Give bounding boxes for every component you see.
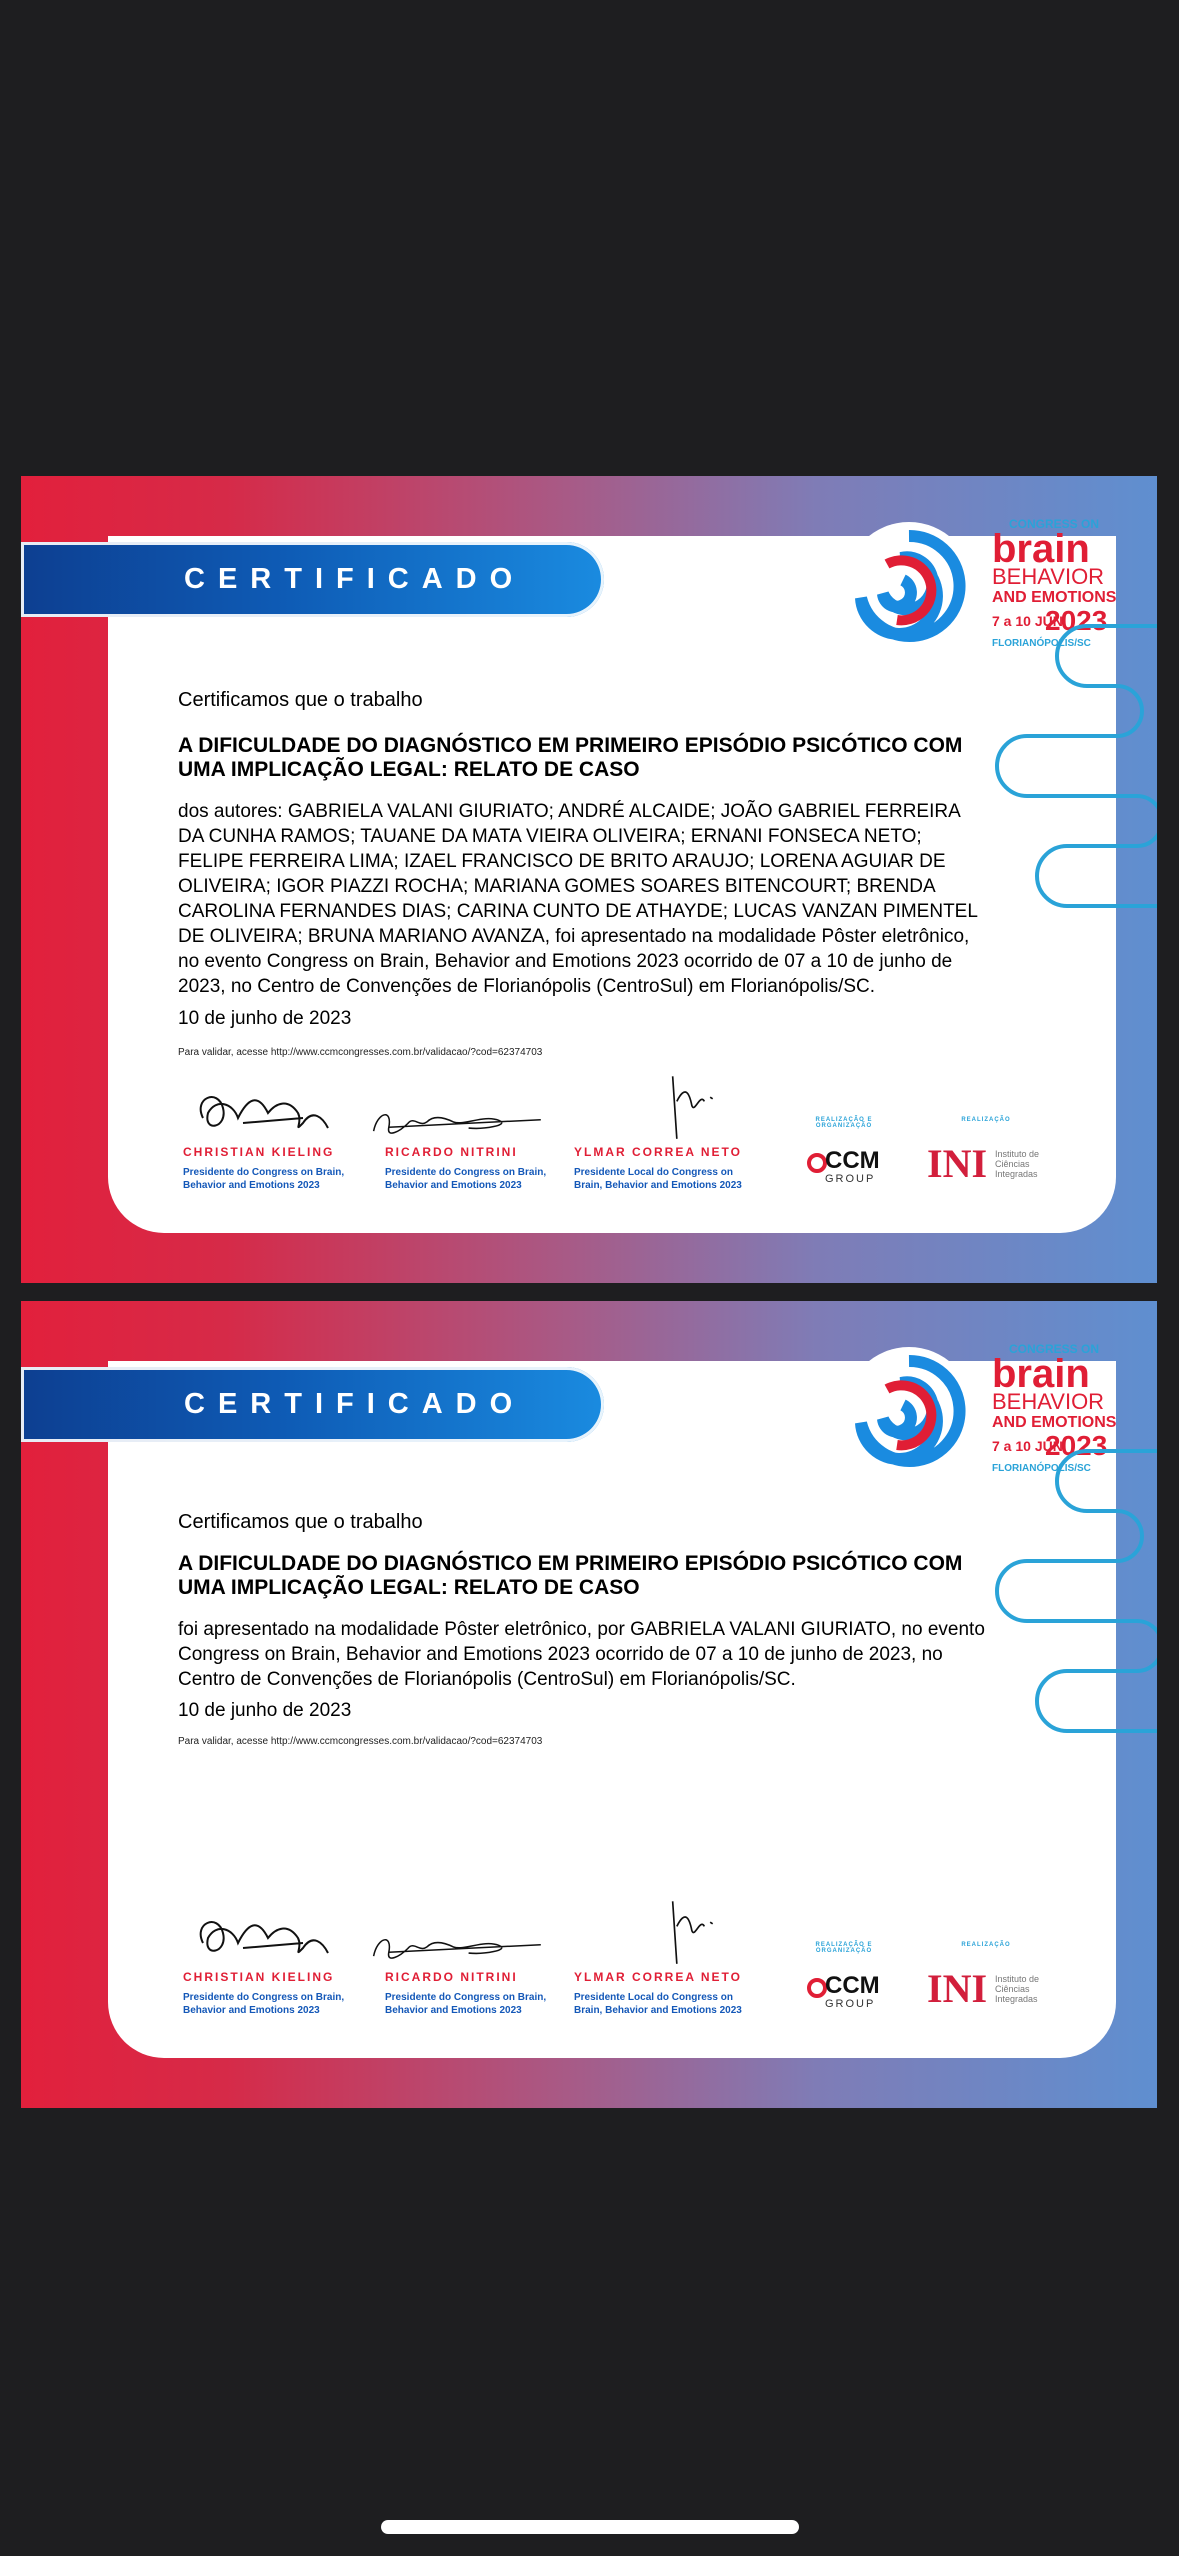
logo-brain: brain (992, 527, 1090, 571)
logo-year: 2023 (1045, 605, 1108, 636)
certificate-banner: CERTIFICADO (21, 1367, 604, 1442)
certificate-body: dos autores: GABRIELA VALANI GIURIATO; ANDRÉ ALCAIDE; JOÃO GABRIEL FERREIRA DA CUNHA RAMOS; TAUANE DA MATA VIEIRA OLIVEIRA; ERNANI FONSECA NETO; FELIPE FERREIRA LIMA; IZAEL FRANCISCO DE BRITO ARAUJO; LORENA AGUIAR DE OLIVEIRA; IGOR PIAZZI ROCHA; MARIANA GOMES SOARES BITENCOURT; BRENDA CAROLINA FERNANDES DIAS; CARINA CUNTO DE ATHAYDE; LUCAS VANZAN PIMENTEL DE OLIVEIRA; BRUNA MARIANO AVANZA, foi apresentado na modalidade Pôster eletrônico, no evento Congress on Brain, Behavior and Emotions 2023 ocorrido de 07 a 10 de junho de 2023, no Centro de Convenções de Florianópolis (CentroSul) em Florianópolis/SC. (178, 801, 978, 997)
signatory-2-name: RICARDO NITRINI (385, 1145, 518, 1159)
logo-behavior: BEHAVIOR (992, 564, 1105, 589)
logo-brain: brain (992, 1352, 1090, 1396)
signatory-1-name: CHRISTIAN KIELING (183, 1970, 335, 1984)
certificate-banner: CERTIFICADO (21, 542, 604, 617)
ini-logo: INI (927, 1966, 988, 2011)
ini-label: REALIZAÇÃO (961, 1117, 1011, 1123)
certificate-1 (21, 476, 1157, 1283)
signature-correa (611, 1068, 801, 1143)
signatory-1-role: Presidente do Congress on Brain, Behavior and Emotions 2023 (183, 1167, 345, 1191)
logo-year: 2023 (1045, 1430, 1108, 1461)
certificate-body: foi apresentado na modalidade Pôster eletrônico, por GABRIELA VALANI GIURIATO, no evento Congress on Brain, Behavior and Emotions 2023 ocorrido de 07 a 10 de junho de 2023, no Centro de Convenções de Florianópolis (CentroSul) em Florianópolis/SC. (178, 1619, 985, 1690)
logo-dates: 7 a 10 JUN (992, 1438, 1063, 1454)
signatory-3-role: Presidente Local do Congress on Brain, Behavior and Emotions 2023 (574, 1992, 742, 2016)
intro-text: Certificamos que o trabalho (178, 1511, 423, 1533)
validation-link[interactable]: Para validar, acesse http://www.ccmcongresses.com.br/validacao/?cod=62374703 (178, 1047, 543, 1058)
ccm-logo: CCM (825, 1147, 880, 1174)
ccm-label: REALIZAÇÃO E ORGANIZAÇÃO (815, 1942, 873, 1954)
signature-correa (611, 1893, 801, 1968)
logo-behavior: BEHAVIOR (992, 1389, 1105, 1414)
work-title: A DIFICULDADE DO DIAGNÓSTICO EM PRIMEIRO EPISÓDIO PSICÓTICO COM UMA IMPLICAÇÃO LEGAL: RELATO DE CASO (178, 1552, 963, 1599)
decorative-wave-lines (967, 606, 1157, 1046)
signatory-1-role: Presidente do Congress on Brain, Behavior and Emotions 2023 (183, 1992, 345, 2016)
ccm-logo: CCM (825, 1972, 880, 1999)
ccm-label: REALIZAÇÃO E ORGANIZAÇÃO (815, 1117, 873, 1129)
ini-logo: INI (927, 1141, 988, 1186)
ccm-group: GROUP (825, 1998, 876, 2010)
signature-kieling (183, 1078, 373, 1153)
intro-text: Certificamos que o trabalho (178, 689, 423, 711)
logo-congress-on: CONGRESS ON (1009, 1342, 1100, 1356)
ini-text: Instituto de Ciências Integradas (995, 1149, 1040, 1179)
validation-link[interactable]: Para validar, acesse http://www.ccmcongresses.com.br/validacao/?cod=62374703 (178, 1736, 543, 1747)
signatory-3-role: Presidente Local do Congress on Brain, Behavior and Emotions 2023 (574, 1167, 742, 1191)
signatory-3-name: YLMAR CORREA NETO (574, 1970, 743, 1984)
decorative-wave-lines (967, 1431, 1157, 1871)
ini-label: REALIZAÇÃO (961, 1942, 1011, 1948)
logo-and-emotions: AND EMOTIONS (992, 1414, 1117, 1431)
ccm-circle-icon (807, 1978, 827, 1998)
ccm-group: GROUP (825, 1173, 876, 1185)
logo-city: FLORIANÓPOLIS/SC (992, 1463, 1091, 1474)
signatory-2-role: Presidente do Congress on Brain, Behavior and Emotions 2023 (385, 1992, 547, 2016)
logo-and-emotions: AND EMOTIONS (992, 589, 1117, 606)
logo-congress-on: CONGRESS ON (1009, 517, 1100, 531)
certificate-2 (21, 1301, 1157, 2108)
signatory-2-name: RICARDO NITRINI (385, 1970, 518, 1984)
ini-text: Instituto de Ciências Integradas (995, 1974, 1040, 2004)
ccm-circle-icon (807, 1153, 827, 1173)
work-title: A DIFICULDADE DO DIAGNÓSTICO EM PRIMEIRO EPISÓDIO PSICÓTICO COM UMA IMPLICAÇÃO LEGAL: RELATO DE CASO (178, 734, 963, 781)
signatory-3-name: YLMAR CORREA NETO (574, 1145, 743, 1159)
home-indicator[interactable] (381, 2520, 799, 2534)
logo-city: FLORIANÓPOLIS/SC (992, 638, 1091, 649)
signatory-1-name: CHRISTIAN KIELING (183, 1145, 335, 1159)
logo-dates: 7 a 10 JUN (992, 613, 1063, 629)
signature-kieling (183, 1903, 373, 1978)
signatory-2-role: Presidente do Congress on Brain, Behavior and Emotions 2023 (385, 1167, 547, 1191)
certificate-date: 10 de junho de 2023 (178, 1008, 352, 1029)
certificate-date: 10 de junho de 2023 (178, 1700, 352, 1721)
